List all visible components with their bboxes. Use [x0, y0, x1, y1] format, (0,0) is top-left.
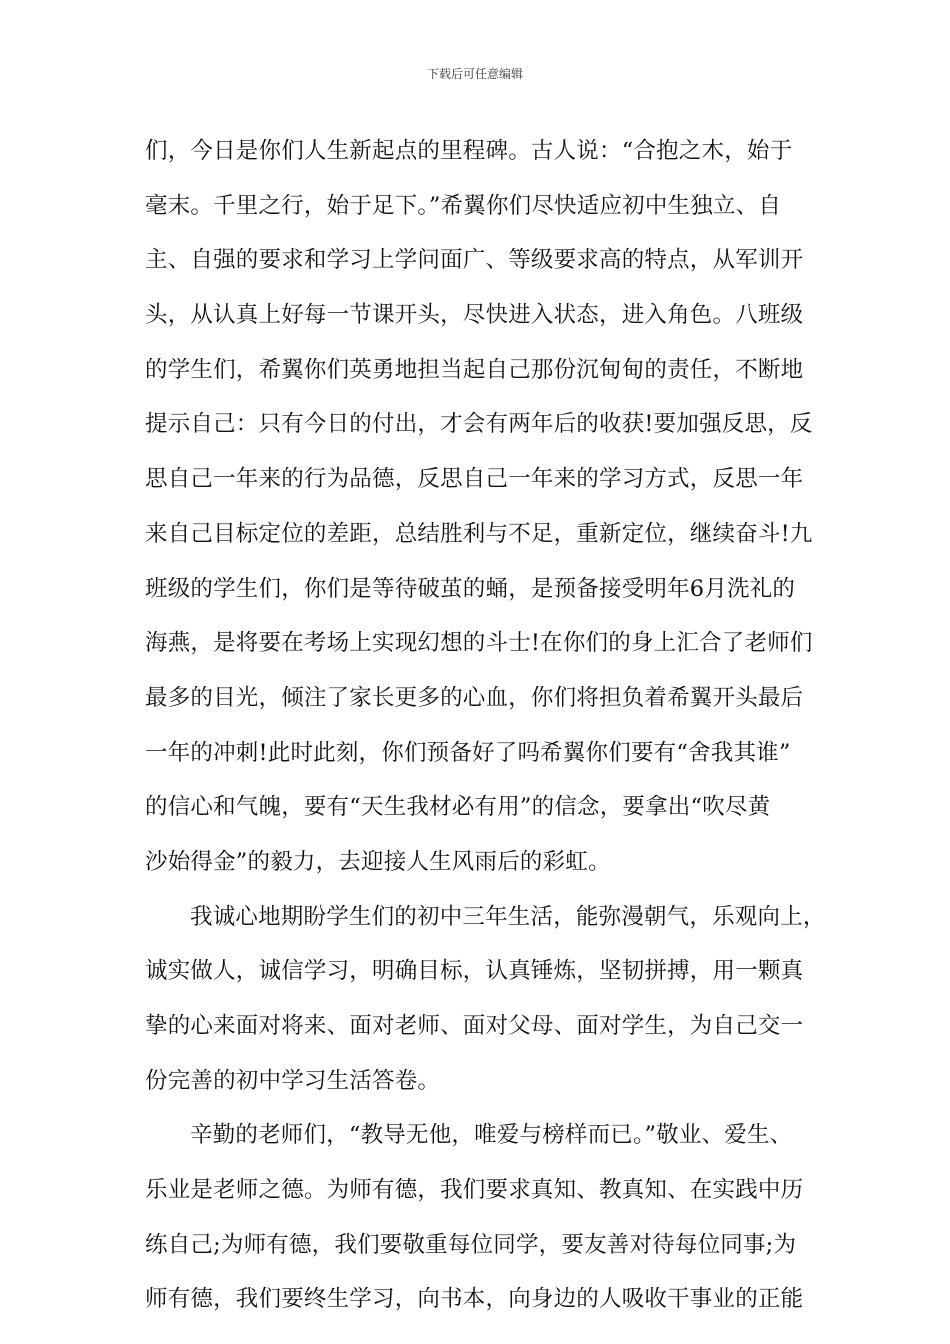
- text-line: 辛勤的老师们，“教导无他，唯爱与榜样而已。”敬业、爱生、: [190, 1122, 793, 1149]
- paragraph: [145, 124, 813, 890]
- text-line: 提示自己：只有今日的付出，才会有两年后的收获!要加强反思，反: [145, 411, 813, 438]
- text-line: 毫末。千里之行，始于足下。”希翼你们尽快适应初中生独立、自: [145, 192, 782, 219]
- text-line: 思自己一年来的行为品德，反思自己一年来的学习方式，反思一年: [145, 466, 804, 493]
- text-line: 我诚心地期盼学生们的初中三年生活，能弥漫朝气，乐观向上，: [190, 903, 826, 930]
- text-line: 海燕，是将要在考场上实现幻想的斗士!在你们的身上汇合了老师们: [145, 630, 813, 657]
- text-line: 诚实做人，诚信学习，明确目标，认真锤炼，坚韧拼搏，用一颗真: [145, 958, 804, 985]
- body-text: [145, 124, 826, 1327]
- text-line: 来自己目标定位的差距，总结胜利与不足，重新定位，继续奋斗!九: [145, 520, 813, 547]
- text-line: 头，从认真上好每一节课开头，尽快进入状态，进入角色。八班级: [145, 302, 804, 329]
- text-line: 沙始得金”的毅力，去迎接人生风雨后的彩虹。: [145, 848, 611, 875]
- text-line: 们，今日是你们人生新起点的里程碑。古人说：“合抱之木，始于: [145, 138, 793, 164]
- text-line: 最多的目光，倾注了家长更多的心血，你们将担负着希翼开头最后: [145, 684, 804, 711]
- paragraph: [145, 1108, 805, 1327]
- text-line: 挚的心来面对将来、面对老师、面对父母、面对学生，为自己交一: [145, 1013, 804, 1039]
- text-line: 的学生们，希翼你们英勇地担当起自己那份沉甸甸的责任，不断地: [145, 356, 804, 383]
- text-line: 份完善的初中学习生活答卷。: [145, 1067, 441, 1094]
- text-line: 主、自强的要求和学习上学问面广、等级要求高的特点，从军训开: [145, 247, 804, 274]
- text-line: 师有德，我们要终生学习，向书本，向身边的人吸收干事业的正能: [145, 1286, 804, 1313]
- text-line: 的信心和气魄，要有“天生我材必有用”的信念，要拿出“吹尽黄: [145, 794, 771, 821]
- text-line: 乐业是老师之德。为师有德，我们要求真知、教真知、在实践中历: [145, 1177, 804, 1204]
- text-line: 一年的冲刺!此时此刻，你们预备好了吗希翼你们要有“舍我其谁”: [145, 739, 791, 766]
- paragraph: [145, 890, 826, 1109]
- page-header: 下载后可任意编辑: [426, 67, 523, 81]
- text-line: 班级的学生们，你们是等待破茧的蛹，是预备接受明年6月洗礼的: [145, 575, 796, 602]
- text-line: 练自己;为师有德，我们要敬重每位同学，要友善对待每位同事;为: [145, 1231, 797, 1258]
